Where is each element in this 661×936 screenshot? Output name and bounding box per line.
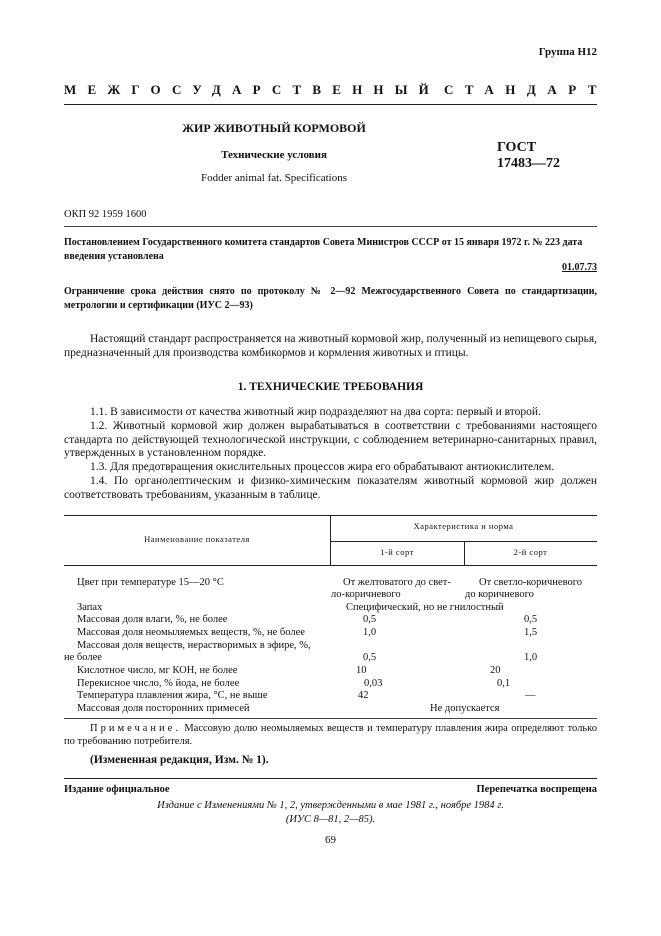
page-number: 69 bbox=[325, 834, 336, 846]
table-cell: 0,1 bbox=[497, 678, 511, 689]
section-title: 1. ТЕХНИЧЕСКИЕ ТРЕБОВАНИЯ bbox=[237, 381, 424, 393]
table-cell: 1,5 bbox=[524, 627, 538, 638]
column-header-characteristic: Характеристика и норма bbox=[413, 521, 514, 531]
table-cell: 0,5 bbox=[363, 652, 377, 663]
banner-standard: СТАНДАРТ bbox=[443, 82, 608, 97]
paragraph-1-4: 1.4. По органолептическим и физико-химическим показателям животный кормовой жир должен соответствовать требованиям, указанным в таблице. bbox=[64, 474, 597, 501]
table-cell: 1,0 bbox=[524, 652, 538, 663]
requirements-list bbox=[64, 406, 597, 503]
intro-paragraph: Настоящий стандарт распространяется на животный кормовой жир, полученный из непищевого сырья, предназначенный для производства комбикормов и кормления животных и птицы. bbox=[64, 333, 597, 359]
official-edition: Издание официальное bbox=[64, 784, 170, 795]
table-header-border bbox=[64, 565, 597, 566]
edition-info-line: (ИУС 8—81, 2—85). bbox=[285, 813, 376, 825]
table-cell: От желтоватого до свет- bbox=[343, 577, 451, 588]
divider bbox=[64, 226, 597, 227]
table-cell: 42 bbox=[358, 690, 369, 701]
table-note bbox=[64, 722, 597, 748]
paragraph-1-3: 1.3. Для предотвращения окислительных процессов жира его обрабатывают антиокислителем. bbox=[90, 461, 555, 474]
table-row-name: Массовая доля неомыляемых веществ, %, не более bbox=[77, 627, 305, 638]
gost-number: 17483—72 bbox=[497, 156, 560, 171]
table-row-name: Температура плавления жира, °С, не выше bbox=[77, 690, 268, 701]
change-notice: (Измененная редакция, Изм. № 1). bbox=[90, 754, 269, 766]
document-title: ЖИР ЖИВОТНЫЙ КОРМОВОЙ bbox=[182, 121, 366, 135]
table-bottom-border bbox=[64, 718, 597, 719]
column-header-name: Наименование показателя bbox=[144, 534, 250, 544]
table-cell: ло-коричневого bbox=[331, 589, 401, 600]
column-header-sort2: 2-й сорт bbox=[513, 547, 548, 557]
table-cell: — bbox=[525, 690, 536, 701]
document-subtitle: Технические условия bbox=[221, 149, 327, 161]
okp-code: ОКП 92 1959 1600 bbox=[64, 209, 147, 220]
table-cell-merged: Не допускается bbox=[430, 703, 500, 714]
decree-text: Постановлением Государственного комитета стандартов Совета Министров СССР от 15 января 1972 г. № 223 дата введения установлена bbox=[64, 237, 583, 262]
table-row-name: Цвет при температуре 15—20 °С bbox=[77, 577, 224, 588]
table-cell: 10 bbox=[356, 665, 367, 676]
table-cell: 0,5 bbox=[524, 614, 538, 625]
edition-info-line: Издание с Изменениями № 1, 2, утвержденными в мае 1981 г., ноябре 1984 г. bbox=[157, 800, 504, 811]
table-cell: 20 bbox=[490, 665, 501, 676]
reprint-forbidden: Перепечатка воспрещена bbox=[476, 784, 597, 795]
table-row-name: Массовая доля посторонних примесей bbox=[77, 703, 250, 714]
table-row-name: Запах bbox=[77, 602, 103, 613]
banner-interstate: МЕЖГОСУДАРСТВЕННЫЙ bbox=[64, 82, 440, 97]
column-header-sort1: 1-й сорт bbox=[380, 547, 414, 557]
group-code: Группа Н12 bbox=[538, 46, 597, 58]
table-cell: От светло-коричневого bbox=[479, 577, 583, 588]
table-row-name: Массовая доля влаги, %, не более bbox=[77, 614, 228, 625]
table-row-name: Перекисное число, % йода, не более bbox=[77, 678, 240, 689]
table-row-name: Массовая доля веществ, нерастворимых в эфире, %, bbox=[77, 640, 311, 651]
decree-date: 01.07.73 bbox=[562, 262, 597, 273]
gost-label: ГОСТ bbox=[497, 140, 537, 155]
paragraph-1-2: 1.2. Животный кормовой жир должен вырабатываться в соответствии с требованиями настоящего стандарта по действующей технологической инструкции, с соблюдением ветеринарно-санитарных правил, утвержденных в установленном порядке. bbox=[64, 419, 597, 460]
note-text: Массовую долю неомыляемых веществ и температуру плавления жира определяют только по требованию потребителя. bbox=[64, 723, 597, 747]
footer-divider bbox=[64, 778, 597, 779]
table-row-name-cont: не более bbox=[64, 652, 102, 663]
limitation-text: Ограничение срока действия снято по протоколу № 2—92 Межгосударственного Совета по стандартизации, метрологии и сертификации (ИУС 2—93) bbox=[64, 286, 597, 311]
table-cell-merged: Специфический, но не гнилостный bbox=[346, 602, 504, 613]
table-cell: 0,03 bbox=[364, 678, 383, 689]
note-label: Примечание. bbox=[90, 723, 181, 734]
standard-banner bbox=[64, 82, 608, 105]
table-cell: 0,5 bbox=[363, 614, 377, 625]
table-cell: 1,0 bbox=[363, 627, 377, 638]
english-title: Fodder animal fat. Specifications bbox=[200, 172, 347, 184]
edition-info bbox=[64, 799, 597, 826]
table-cell: до коричневого bbox=[465, 589, 534, 600]
paragraph-1-1: 1.1. В зависимости от качества животный жир подразделяют на два сорта: первый и второй. bbox=[90, 406, 541, 418]
table-row-name: Кислотное число, мг КОН, не более bbox=[77, 665, 238, 676]
